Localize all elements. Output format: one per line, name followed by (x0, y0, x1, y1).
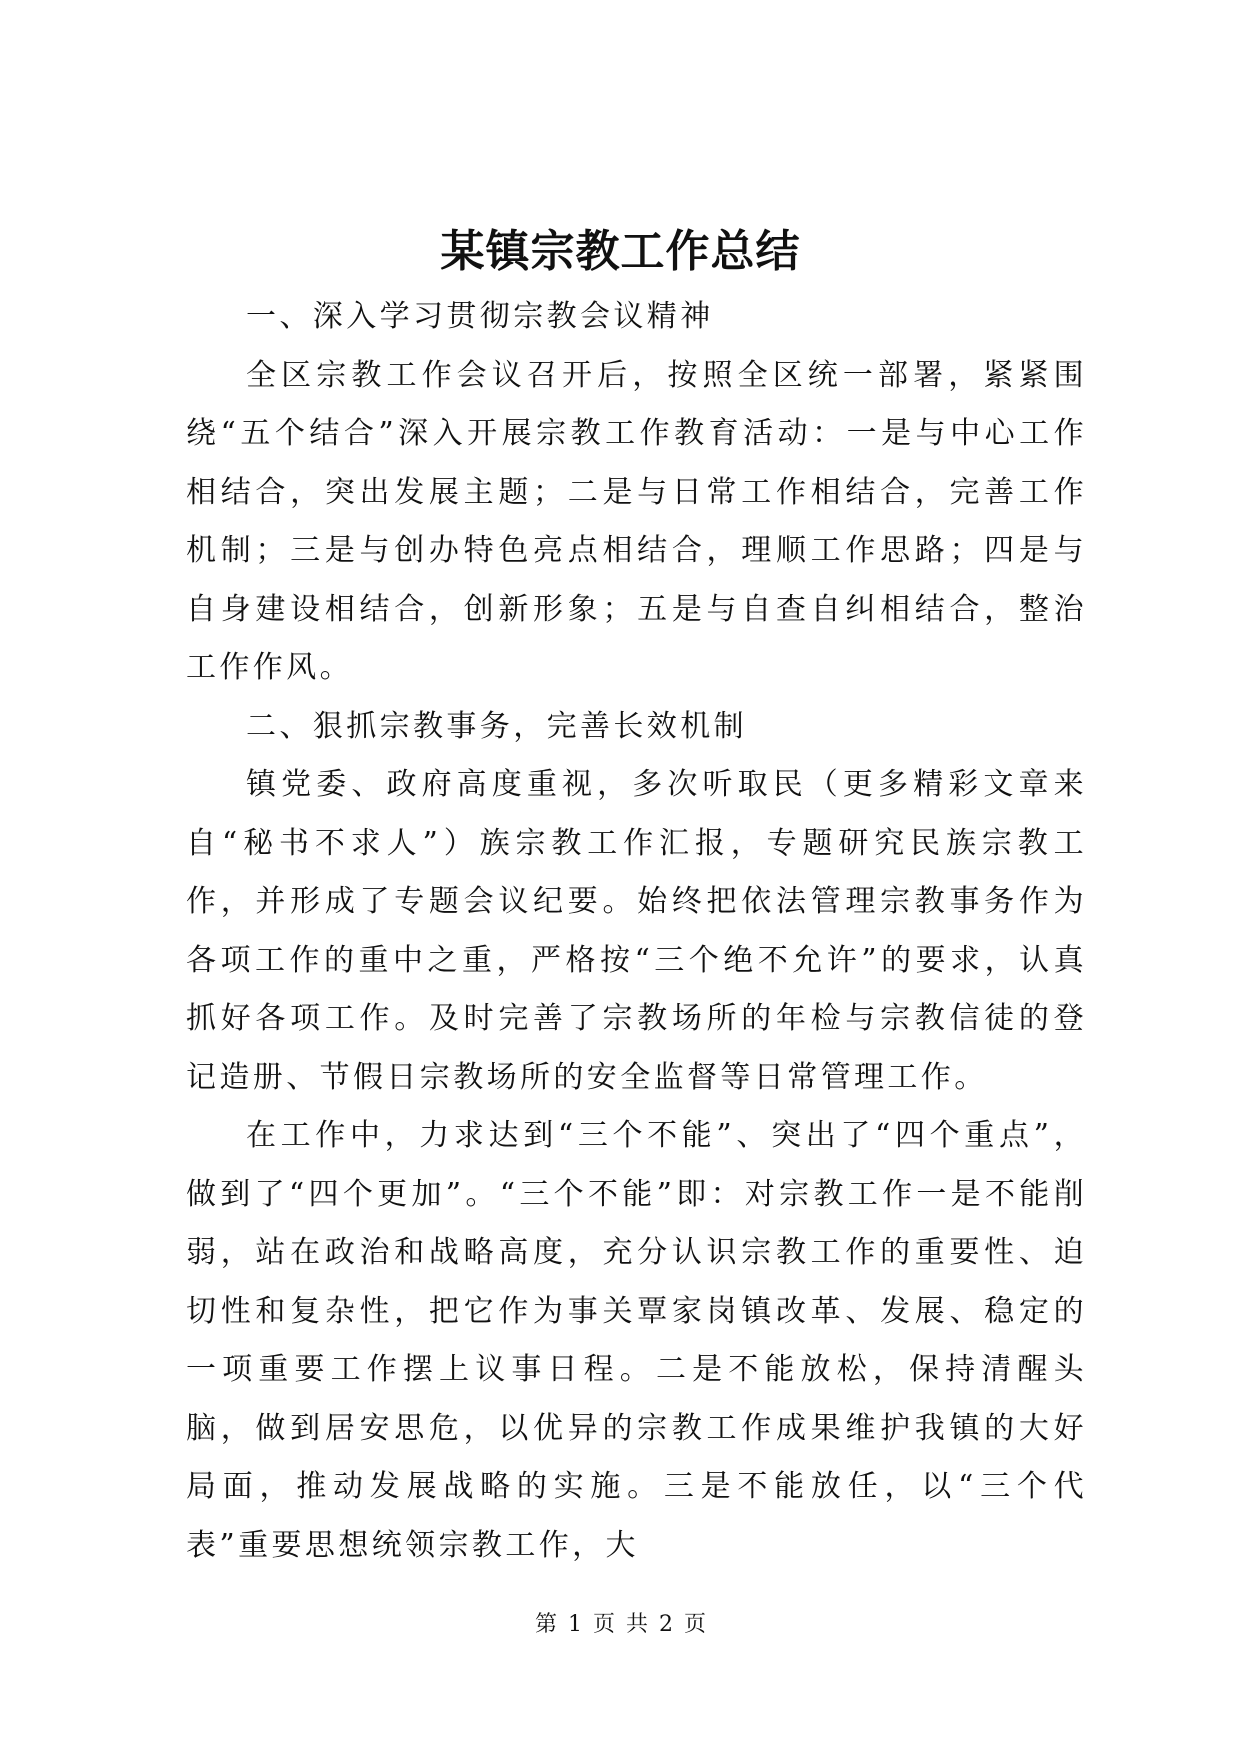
document-body (186, 288, 1087, 1575)
section-heading-1: 一、深入学习贯彻宗教会议精神 (246, 299, 714, 334)
paragraph-1: 全区宗教工作会议召开后，按照全区统一部署，紧紧围绕“五个结合”深入开展宗教工作教育活动：一是与中心工作相结合，突出发展主题；二是与日常工作相结合，完善工作机制；三是与创办特色亮点相结合，理顺工作思路；四是与自身建设相结合，创新形象；五是与自查自纠相结合，整治工作作风。 (186, 357, 1087, 685)
document-title: 某镇宗教工作总结 (440, 226, 801, 277)
paragraph-2: 镇党委、政府高度重视，多次听取民（更多精彩文章来自“秘书不求人”）族宗教工作汇报，专题研究民族宗教工作，并形成了专题会议纪要。始终把依法管理宗教事务作为各项工作的重中之重，严格按“三个绝不允许”的要求，认真抓好各项工作。及时完善了宗教场所的年检与宗教信徒的登记造册、节假日宗教场所的安全监督等日常管理工作。 (186, 767, 1087, 1095)
section-heading-2: 二、狠抓宗教事务，完善长效机制 (246, 708, 747, 744)
page-number-footer: 第 1 页 共 2 页 (535, 1612, 706, 1637)
paragraph-3: 在工作中，力求达到“三个不能”、突出了“四个重点”，做到了“四个更加”。“三个不能”即：对宗教工作一是不能削弱，站在政治和战略高度，充分认识宗教工作的重要性、迫切性和复杂性，把它作为事关覃家岗镇改革、发展、稳定的一项重要工作摆上议事日程。二是不能放松，保持清醒头脑，做到居安思危，以优异的宗教工作成果维护我镇的大好局面，推动发展战略的实施。三是不能放任，以“三个代表”重要思想统领宗教工作，大 (186, 1118, 1087, 1563)
